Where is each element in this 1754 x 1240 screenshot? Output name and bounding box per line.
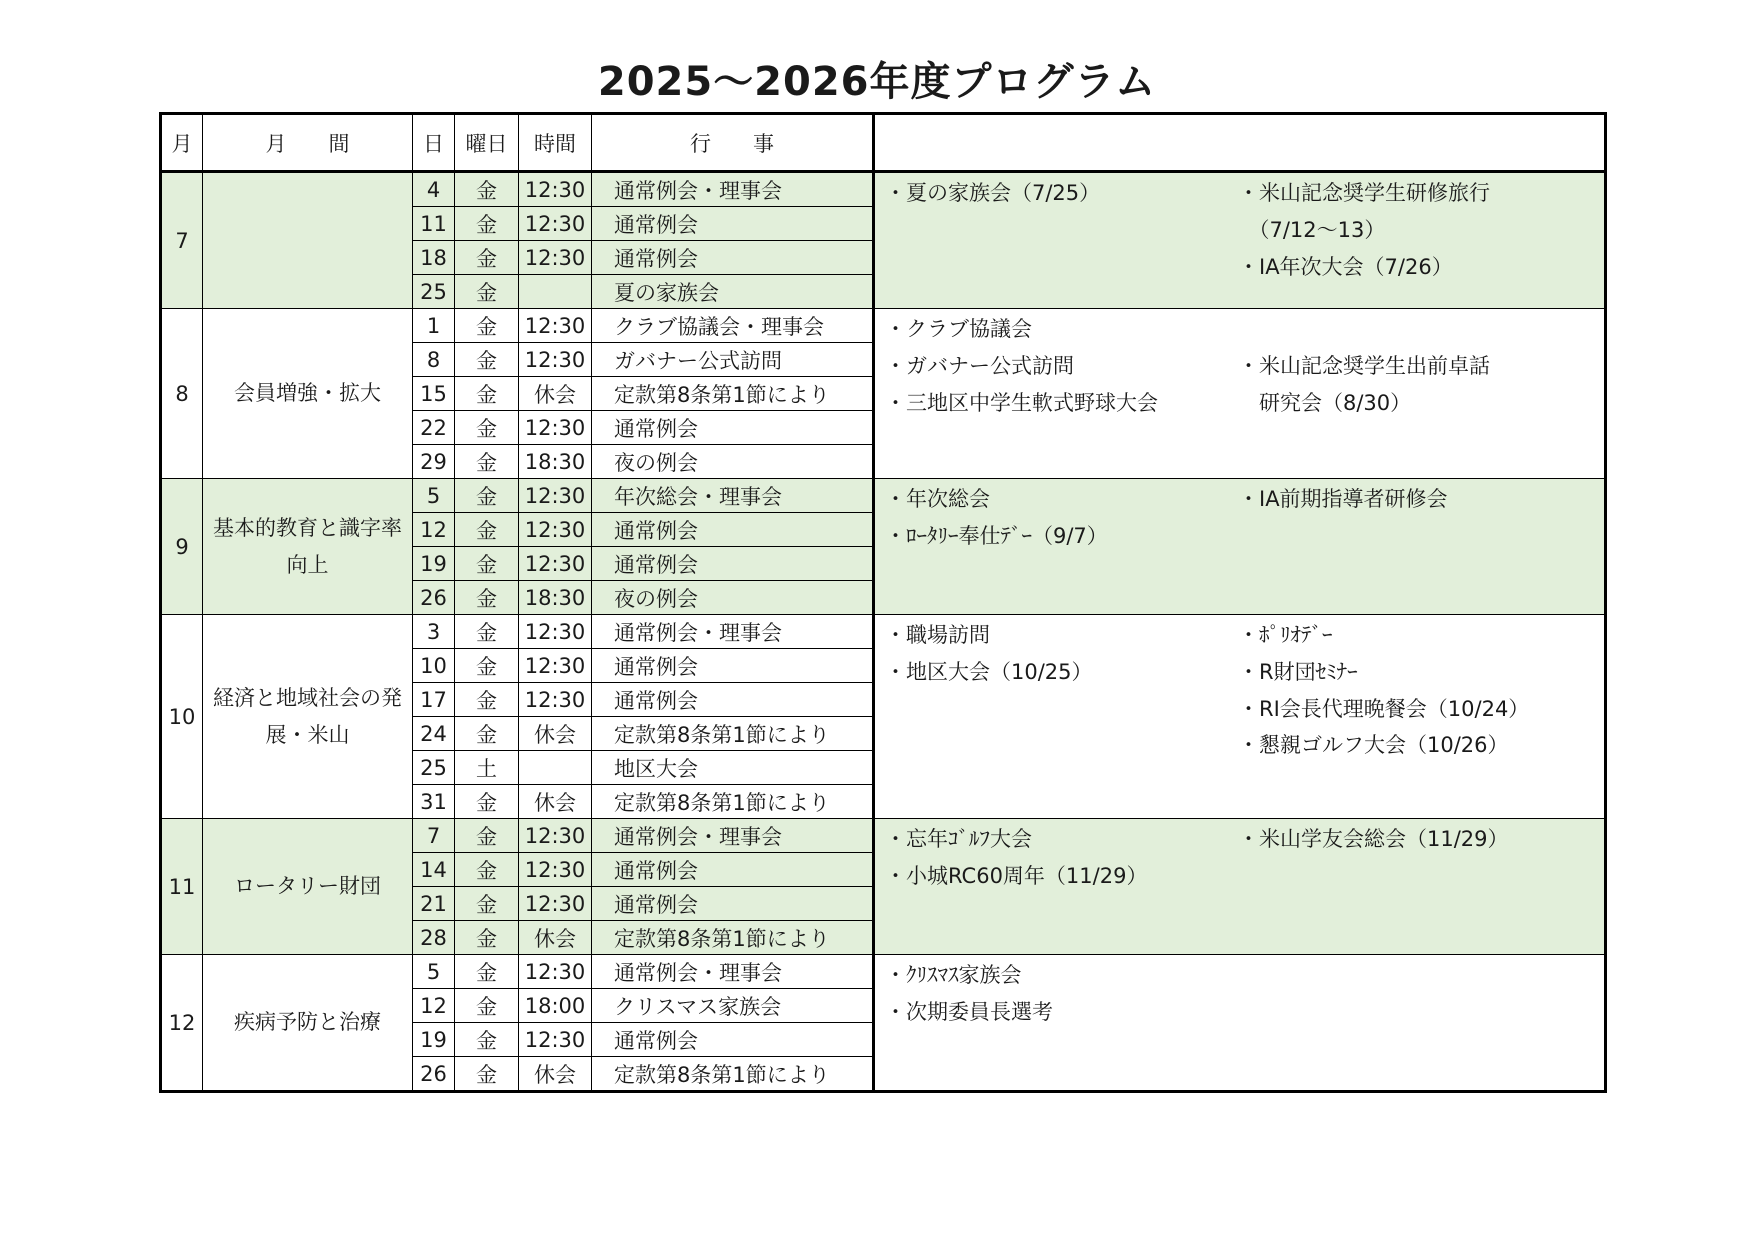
header-event: 行 事 <box>592 114 874 172</box>
day-cell: 19 <box>413 1023 455 1057</box>
schedule-row <box>161 172 1606 207</box>
day-cell: 7 <box>413 819 455 853</box>
note-item: ・懇親ゴルフ大会（10/26） <box>1238 733 1509 758</box>
weekday-cell: 金 <box>455 411 519 445</box>
time-cell: 12:30 <box>519 479 592 513</box>
event-cell: ガバナー公式訪問 <box>592 343 874 377</box>
event-cell: 通常例会・理事会 <box>592 172 874 207</box>
month-cell: 7 <box>161 172 203 309</box>
weekday-cell: 金 <box>455 275 519 309</box>
event-cell: 地区大会 <box>592 751 874 785</box>
event-cell: 定款第8条第1節により <box>592 921 874 955</box>
weekday-cell: 金 <box>455 207 519 241</box>
day-cell: 31 <box>413 785 455 819</box>
weekday-cell: 金 <box>455 241 519 275</box>
notes-cell <box>874 819 1606 955</box>
note-item: （7/12〜13） <box>1238 217 1386 242</box>
time-cell: 18:00 <box>519 989 592 1023</box>
weekday-cell: 金 <box>455 683 519 717</box>
day-cell: 28 <box>413 921 455 955</box>
program-table <box>159 112 1607 1093</box>
day-cell: 17 <box>413 683 455 717</box>
weekday-cell: 土 <box>455 751 519 785</box>
event-cell: 通常例会 <box>592 887 874 921</box>
month-cell: 10 <box>161 615 203 819</box>
time-cell <box>519 275 592 309</box>
note-item: ・ﾛｰﾀﾘｰ奉仕ﾃﾞｰ（9/7） <box>885 523 1108 548</box>
notes-cell <box>874 172 1606 309</box>
weekday-cell: 金 <box>455 853 519 887</box>
day-cell: 29 <box>413 445 455 479</box>
note-item: 研究会（8/30） <box>1238 390 1412 415</box>
schedule-row <box>161 309 1606 343</box>
time-cell: 18:30 <box>519 581 592 615</box>
note-item: ・小城RC60周年（11/29） <box>885 863 1148 888</box>
event-cell: 通常例会 <box>592 1023 874 1057</box>
header-time: 時間 <box>519 114 592 172</box>
event-cell: 夜の例会 <box>592 445 874 479</box>
day-cell: 11 <box>413 207 455 241</box>
time-cell: 休会 <box>519 717 592 751</box>
day-cell: 24 <box>413 717 455 751</box>
month-cell: 8 <box>161 309 203 479</box>
weekday-cell: 金 <box>455 649 519 683</box>
event-cell: 通常例会 <box>592 683 874 717</box>
note-item: ・IA前期指導者研修会 <box>1238 487 1448 511</box>
header-theme: 月 間 <box>203 114 413 172</box>
note-item: ・R財団ｾﾐﾅｰ <box>1238 659 1358 684</box>
header-month: 月 <box>161 114 203 172</box>
schedule-row <box>161 615 1606 649</box>
event-cell: クリスマス家族会 <box>592 989 874 1023</box>
event-cell: 定款第8条第1節により <box>592 717 874 751</box>
day-cell: 26 <box>413 581 455 615</box>
weekday-cell: 金 <box>455 717 519 751</box>
time-cell: 12:30 <box>519 819 592 853</box>
time-cell: 12:30 <box>519 172 592 207</box>
time-cell: 12:30 <box>519 615 592 649</box>
month-cell: 9 <box>161 479 203 615</box>
header-notes <box>874 114 1606 172</box>
day-cell: 12 <box>413 513 455 547</box>
weekday-cell: 金 <box>455 377 519 411</box>
month-cell: 12 <box>161 955 203 1092</box>
schedule-row <box>161 819 1606 853</box>
month-theme: 経済と地域社会の発展・米山 <box>203 615 413 819</box>
time-cell: 12:30 <box>519 411 592 445</box>
time-cell: 12:30 <box>519 955 592 989</box>
day-cell: 8 <box>413 343 455 377</box>
time-cell: 12:30 <box>519 683 592 717</box>
schedule-row <box>161 479 1606 513</box>
month-theme: 会員増強・拡大 <box>203 309 413 479</box>
notes-cell <box>874 615 1606 819</box>
day-cell: 26 <box>413 1057 455 1092</box>
event-cell: 通常例会 <box>592 853 874 887</box>
note-item: ・米山記念奨学生研修旅行 <box>1238 181 1490 205</box>
event-cell: 年次総会・理事会 <box>592 479 874 513</box>
note-item: ・IA年次大会（7/26） <box>1238 254 1453 279</box>
note-item: ・ｸﾘｽﾏｽ家族会 <box>885 963 1022 987</box>
note-item: ・三地区中学生軟式野球大会 <box>885 390 1158 415</box>
notes-cell <box>874 955 1606 1092</box>
weekday-cell: 金 <box>455 989 519 1023</box>
event-cell: クラブ協議会・理事会 <box>592 309 874 343</box>
month-theme: ロータリー財団 <box>203 819 413 955</box>
time-cell: 休会 <box>519 1057 592 1092</box>
event-cell: 通常例会 <box>592 649 874 683</box>
weekday-cell: 金 <box>455 615 519 649</box>
note-item: ・米山記念奨学生出前卓話 <box>1238 353 1490 378</box>
note-item: ・年次総会 <box>885 487 990 511</box>
time-cell: 休会 <box>519 785 592 819</box>
event-cell: 定款第8条第1節により <box>592 1057 874 1092</box>
month-theme <box>203 172 413 309</box>
note-item: ・職場訪問 <box>885 623 990 647</box>
day-cell: 25 <box>413 751 455 785</box>
event-cell: 通常例会 <box>592 241 874 275</box>
day-cell: 1 <box>413 309 455 343</box>
header-row <box>161 114 1606 172</box>
note-item: ・米山学友会総会（11/29） <box>1238 827 1509 851</box>
weekday-cell: 金 <box>455 955 519 989</box>
weekday-cell: 金 <box>455 1057 519 1092</box>
day-cell: 5 <box>413 955 455 989</box>
month-theme: 疾病予防と治療 <box>203 955 413 1092</box>
weekday-cell: 金 <box>455 513 519 547</box>
day-cell: 22 <box>413 411 455 445</box>
weekday-cell: 金 <box>455 581 519 615</box>
note-item: ・次期委員長選考 <box>885 999 1053 1024</box>
event-cell: 通常例会 <box>592 547 874 581</box>
month-cell: 11 <box>161 819 203 955</box>
time-cell: 12:30 <box>519 853 592 887</box>
day-cell: 14 <box>413 853 455 887</box>
weekday-cell: 金 <box>455 921 519 955</box>
day-cell: 4 <box>413 172 455 207</box>
time-cell: 休会 <box>519 921 592 955</box>
day-cell: 21 <box>413 887 455 921</box>
weekday-cell: 金 <box>455 309 519 343</box>
note-item: ・ﾎﾟﾘｵﾃﾞｰ <box>1238 623 1333 647</box>
day-cell: 18 <box>413 241 455 275</box>
time-cell <box>519 751 592 785</box>
schedule-row <box>161 955 1606 989</box>
day-cell: 10 <box>413 649 455 683</box>
event-cell: 通常例会 <box>592 207 874 241</box>
note-item: ・クラブ協議会 <box>885 317 1032 341</box>
notes-cell <box>874 479 1606 615</box>
event-cell: 夏の家族会 <box>592 275 874 309</box>
event-cell: 夜の例会 <box>592 581 874 615</box>
header-day: 日 <box>413 114 455 172</box>
event-cell: 通常例会 <box>592 513 874 547</box>
time-cell: 18:30 <box>519 445 592 479</box>
weekday-cell: 金 <box>455 887 519 921</box>
day-cell: 5 <box>413 479 455 513</box>
day-cell: 3 <box>413 615 455 649</box>
note-item: ・RI会長代理晩餐会（10/24） <box>1238 696 1530 721</box>
day-cell: 12 <box>413 989 455 1023</box>
time-cell: 12:30 <box>519 887 592 921</box>
weekday-cell: 金 <box>455 547 519 581</box>
time-cell: 12:30 <box>519 649 592 683</box>
time-cell: 12:30 <box>519 343 592 377</box>
time-cell: 12:30 <box>519 207 592 241</box>
weekday-cell: 金 <box>455 445 519 479</box>
event-cell: 通常例会・理事会 <box>592 819 874 853</box>
note-item: ・ガバナー公式訪問 <box>885 353 1074 378</box>
event-cell: 定款第8条第1節により <box>592 377 874 411</box>
event-cell: 通常例会・理事会 <box>592 955 874 989</box>
month-theme: 基本的教育と識字率向上 <box>203 479 413 615</box>
note-item: ・忘年ｺﾞﾙﾌ大会 <box>885 827 1032 851</box>
time-cell: 12:30 <box>519 1023 592 1057</box>
event-cell: 通常例会・理事会 <box>592 615 874 649</box>
time-cell: 休会 <box>519 377 592 411</box>
event-cell: 定款第8条第1節により <box>592 785 874 819</box>
note-item: ・地区大会（10/25） <box>885 659 1093 684</box>
day-cell: 15 <box>413 377 455 411</box>
notes-cell <box>874 309 1606 479</box>
weekday-cell: 金 <box>455 172 519 207</box>
time-cell: 12:30 <box>519 547 592 581</box>
day-cell: 19 <box>413 547 455 581</box>
event-cell: 通常例会 <box>592 411 874 445</box>
weekday-cell: 金 <box>455 819 519 853</box>
note-item: ・夏の家族会（7/25） <box>885 181 1101 205</box>
time-cell: 12:30 <box>519 241 592 275</box>
time-cell: 12:30 <box>519 513 592 547</box>
weekday-cell: 金 <box>455 1023 519 1057</box>
weekday-cell: 金 <box>455 479 519 513</box>
weekday-cell: 金 <box>455 785 519 819</box>
time-cell: 12:30 <box>519 309 592 343</box>
day-cell: 25 <box>413 275 455 309</box>
weekday-cell: 金 <box>455 343 519 377</box>
page-title: 2025〜2026年度プログラム <box>597 59 1157 105</box>
header-weekday: 曜日 <box>455 114 519 172</box>
